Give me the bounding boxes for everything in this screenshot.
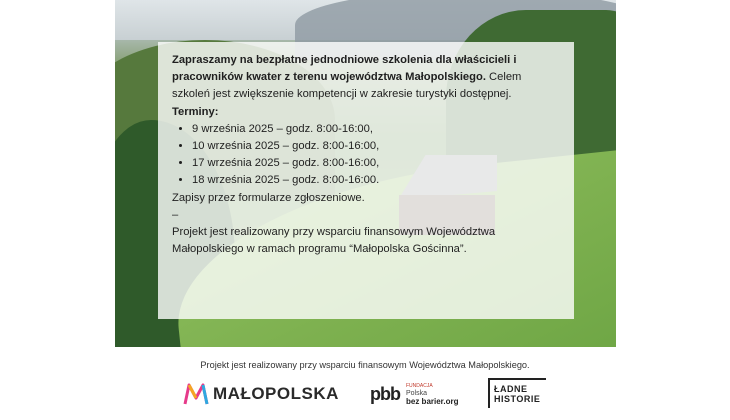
- term-item: • 18 września 2025 – godz. 8:00-16:00.: [192, 172, 560, 189]
- malopolska-wordmark: MAŁOPOLSKA: [213, 384, 339, 403]
- funding-text: Projekt jest realizowany przy wsparciu finansowym Województwa Małopolskiego w ramach programu “Małopolska Gościnna”.: [172, 226, 496, 256]
- terms-list: [172, 121, 560, 190]
- signup-text: Zapisy przez formularze zgłoszeniowe.: [172, 191, 365, 204]
- footer-note: Projekt jest realizowany przy wsparciu finansowym Województwa Małopolskiego.: [200, 360, 530, 370]
- pbb-mark: pbb: [370, 383, 400, 404]
- pbb-line2: bez barier.org: [406, 397, 459, 406]
- pbb-line1: Polska: [406, 390, 428, 397]
- malopolska-m-icon: [183, 382, 209, 406]
- term-item: • 9 września 2025 – godz. 8:00-16:00,: [192, 121, 560, 138]
- intro-text: [172, 52, 560, 104]
- ladne-historie-logo: [488, 378, 548, 410]
- separator-dash: –: [172, 208, 179, 221]
- malopolska-logo: [183, 379, 339, 409]
- terms-title: Terminy:: [172, 105, 219, 118]
- polska-bez-barier-logo: [370, 379, 458, 409]
- logo-strip: [0, 375, 730, 415]
- info-panel: [158, 42, 574, 319]
- term-item: • 10 września 2025 – godz. 8:00-16:00,: [192, 138, 560, 155]
- lh-line2: HISTORIE: [494, 394, 541, 404]
- lh-line1: ŁADNE: [494, 384, 528, 394]
- intro-bold: Zapraszamy na bezpłatne jednodniowe szkolenia dla właścicieli i pracowników kwater z terenu województwa Małopolskiego.: [172, 54, 517, 84]
- pbb-foundation: FUNDACJA: [406, 383, 433, 389]
- intro-rest: Celem szkoleń jest zwiększenie kompetencji w zakresie turystyki dostępnej.: [172, 71, 522, 101]
- term-item: • 17 września 2025 – godz. 8:00-16:00,: [192, 155, 560, 172]
